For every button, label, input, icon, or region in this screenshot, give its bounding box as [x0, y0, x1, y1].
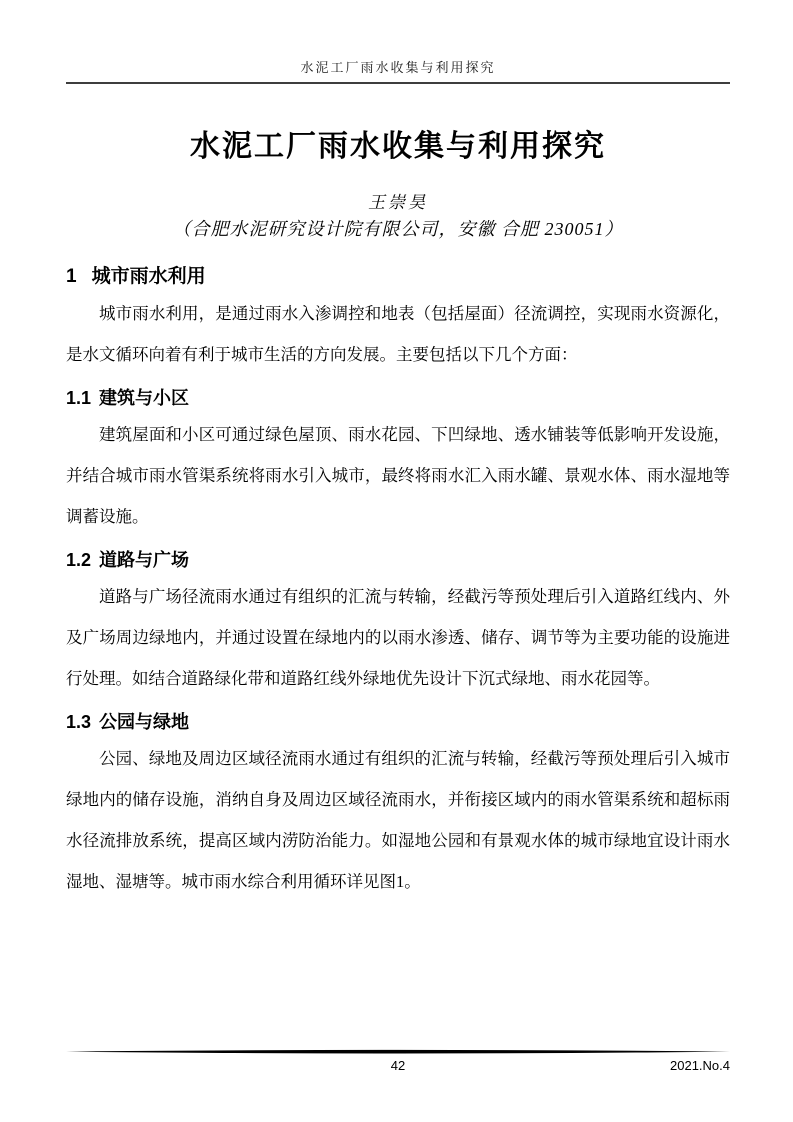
header-rule: [66, 82, 730, 84]
section-heading-text: 建筑与小区: [99, 388, 190, 408]
title-block: [66, 128, 730, 241]
article-title: 水泥工厂雨水收集与利用探究: [190, 130, 606, 163]
page-header: [66, 0, 730, 84]
section-paragraph: 建筑屋面和小区可通过绿色屋顶、雨水花园、下凹绿地、透水铺装等低影响开发设施，并结合城市雨水管渠系统将雨水引入城市，最终将雨水汇入雨水罐、景观水体、雨水湿地等调蓄设施。: [66, 425, 730, 526]
article-body: [66, 263, 730, 902]
section-number: 1.1: [66, 388, 92, 408]
running-title: 水泥工厂雨水收集与利用探究: [300, 60, 496, 75]
section-paragraph: 道路与广场径流雨水通过有组织的汇流与转输，经截污等预处理后引入道路红线内、外及广场周边绿地内，并通过设置在绿地内的以雨水渗透、储存、调节等为主要功能的设施进行处理。如结合道路绿化带和道路红线外绿地优先设计下沉式绿地、雨水花园等。: [66, 587, 730, 688]
section-number: 1.3: [66, 712, 92, 732]
section-number: 1.2: [66, 550, 92, 570]
footer-tapered-rule: [66, 1048, 730, 1056]
section-number: 1: [66, 266, 77, 287]
issue-label: 2021.No.4: [670, 1058, 730, 1073]
footer-text-row: [66, 1057, 730, 1075]
author-name: 王崇昊: [368, 193, 428, 212]
section-heading-1-3: [66, 709, 730, 736]
section-heading-text: 公园与绿地: [99, 712, 190, 732]
section-heading-1-1: [66, 385, 730, 412]
page-number: 42: [390, 1058, 406, 1073]
section-heading-1-2: [66, 547, 730, 574]
section-heading-text: 城市雨水利用: [91, 266, 206, 287]
section-heading-text: 道路与广场: [99, 550, 190, 570]
section-heading-1: [66, 263, 730, 291]
section-paragraph: 公园、绿地及周边区域径流雨水通过有组织的汇流与转输，经截污等预处理后引入城市绿地内的储存设施，消纳自身及周边区域径流雨水，并衔接区域内的雨水管渠系统和超标雨水径流排放系统，提高区域内涝防治能力。如湿地公园和有景观水体的城市绿地宜设计雨水湿地、湿塘等。城市雨水综合利用循环详见图1。: [66, 749, 730, 891]
page-footer: [66, 1048, 730, 1075]
section-paragraph: 城市雨水利用，是通过雨水入渗调控和地表（包括屋面）径流调控，实现雨水资源化，是水文循环向着有利于城市生活的方向发展。主要包括以下几个方面：: [66, 304, 730, 364]
author-affiliation: （合肥水泥研究设计院有限公司，安徽 合肥 230051）: [172, 219, 624, 239]
